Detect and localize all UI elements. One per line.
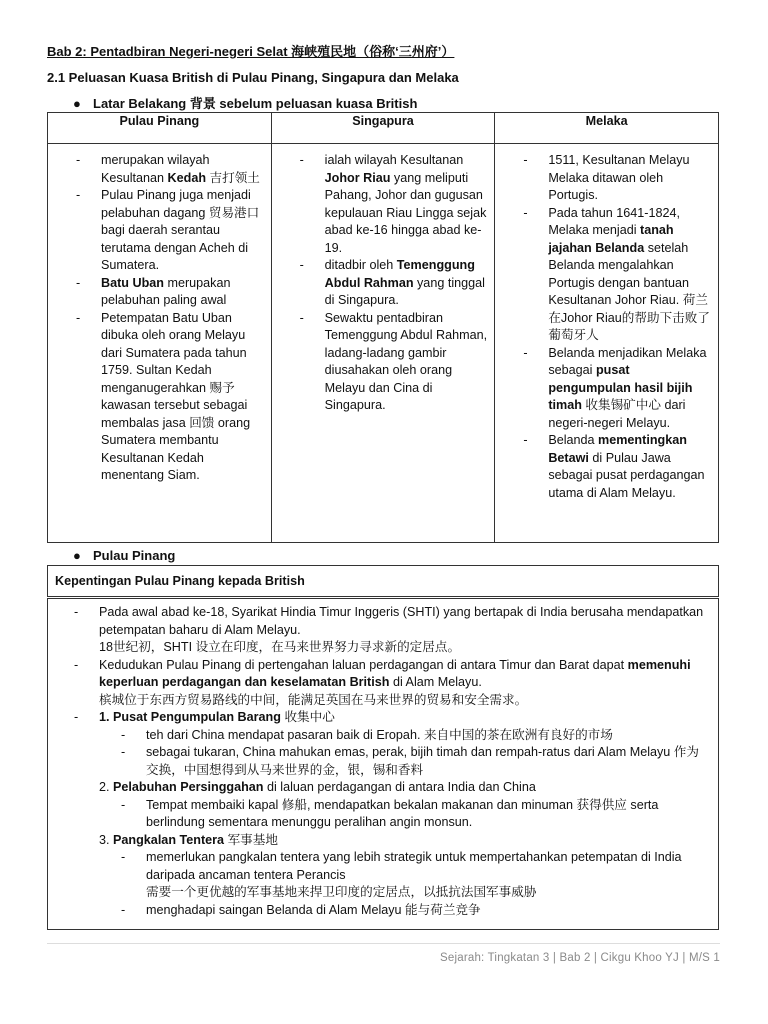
list-item: 3. Pangkalan Tentera 军事基地 bbox=[99, 832, 278, 847]
section-title: 2.1 Peluasan Kuasa British di Pulau Pinang, Singapura dan Melaka bbox=[47, 70, 459, 85]
list-item: - 1511, Kesultanan Melayu Melaka ditawan oleh Portugis. bbox=[523, 153, 690, 202]
importance-box-header bbox=[47, 565, 719, 597]
bullet-background-label: Latar Belakang 背景 sebelum peluasan kuasa British bbox=[93, 96, 418, 111]
importance-box-body bbox=[47, 598, 719, 930]
list-item: - merupakan wilayah Kesultanan Kedah 吉打领土 bbox=[76, 153, 260, 185]
list-item: - Belanda mementingkan Betawi di Pulau Jawa sebagai pusat perdagangan utama di Alam Melayu. bbox=[523, 433, 705, 500]
list-item: - Tempat membaiki kapal 修船, mendapatkan bekalan makanan dan minuman 获得供应 serta berlindung sementara menunggu peralihan angin monsun. bbox=[121, 797, 659, 829]
bullet-background bbox=[73, 95, 417, 113]
col-header-singapura: Singapura bbox=[271, 113, 495, 144]
list-item: - teh dari China mendapat pasaran baik di Eropah. 来自中国的茶在欧洲有良好的市场 bbox=[121, 727, 613, 742]
list-item: - memerlukan pangkalan tentera yang lebih strategik untuk mempertahankan petempatan di India daripada ancaman tentera Perancis 需要一个更优越的军事基地来捍卫印度的定居点，以抵抗法国军事威胁 bbox=[121, 850, 682, 899]
bullet-pulau-pinang-label: Pulau Pinang bbox=[93, 548, 176, 563]
bullet-pulau-pinang bbox=[73, 547, 175, 565]
list-item: - Kedudukan Pulau Pinang di pertengahan laluan perdagangan di antara Timur dan Barat dapat memenuhi keperluan perdagangan dan keselamatan British di Alam Melayu. 槟城位于东西方贸易路线的中间，能满足英国在马来世界的贸易和安全需求。 bbox=[74, 657, 691, 707]
footer-divider bbox=[47, 943, 720, 944]
col-header-pinang: Pulau Pinang bbox=[48, 113, 272, 144]
list-item: - menghadapi saingan Belanda di Alam Melayu 能与荷兰竞争 bbox=[121, 902, 481, 917]
list-item: - sebagai tukaran, China mahukan emas, perak, bijih timah dan rempah-ratus dari Alam Melayu 作为交换，中国想得到从马来世界的金，银，锡和香料 bbox=[121, 745, 699, 777]
list-item: - ditadbir oleh Temenggung Abdul Rahman yang tinggal di Singapura. bbox=[299, 258, 485, 307]
bullet-dot-icon: ● bbox=[73, 548, 81, 563]
importance-box-title: Kepentingan Pulau Pinang kepada British bbox=[55, 574, 305, 588]
list-item: - Belanda menjadikan Melaka sebagai pusat pengumpulan hasil bijih timah 收集锡矿中心 dari negeri-negeri Melayu. bbox=[523, 345, 707, 430]
list-item: - 1. Pusat Pengumpulan Barang 收集中心 bbox=[74, 710, 335, 724]
list-item: 2. Pelabuhan Persinggahan di laluan perdagangan di antara India dan China bbox=[99, 780, 536, 794]
list-item: - Pulau Pinang juga menjadi pelabuhan dagang 贸易港口 bagi daerah serantau terutama dengan Acheh di Sumatera. bbox=[76, 188, 260, 272]
background-table bbox=[47, 112, 719, 543]
list-item: - Pada awal abad ke-18, Syarikat Hindia Timur Inggeris (SHTI) yang bertapak di India berusaha mendapatkan petempatan baharu di Alam Melayu. 18世纪初，SHTI 设立在印度，在马来世界努力寻求新的定居点。 bbox=[74, 605, 704, 654]
list-item: - Petempatan Batu Uban dibuka oleh orang Melayu dari Sumatera pada tahun 1759. Sultan Kedah menganugerahkan 赐予 kawasan tersebut sebagai membalas jasa 回馈 orang Sumatera membantu Kesultanan Kedah menentang Siam. bbox=[76, 310, 251, 482]
list-item: - Pada tahun 1641-1824, Melaka menjadi tanah jajahan Belanda setelah Belanda mengalahkan Portugis dengan bantuan Kesultanan Johor Riau. 荷兰在Johor Riau的帮助下击败了葡萄牙人 bbox=[523, 205, 710, 342]
list-item: - ialah wilayah Kesultanan Johor Riau yang meliputi Pahang, Johor dan gugusan kepulauan Riau Lingga sejak abad ke-16 hingga abad ke-19. bbox=[299, 153, 487, 255]
bullet-dot-icon: ● bbox=[73, 96, 81, 111]
chapter-title: Bab 2: Pentadbiran Negeri-negeri Selat 海峡殖民地（俗称‘三州府’） bbox=[47, 44, 455, 59]
col-header-melaka: Melaka bbox=[495, 113, 719, 144]
list-item: - Batu Uban merupakan pelabuhan paling awal bbox=[76, 275, 231, 307]
col-singapura bbox=[271, 144, 495, 543]
col-pinang bbox=[48, 144, 272, 543]
page-footer: Sejarah: Tingkatan 3 | Bab 2 | Cikgu Khoo YJ | M/S 1 bbox=[440, 952, 720, 964]
col-melaka bbox=[495, 144, 719, 543]
list-item: - Sewaktu pentadbiran Temenggung Abdul Rahman, ladang-ladang gambir diusahakan oleh orang Melayu dan Cina di Singapura. bbox=[299, 310, 488, 412]
